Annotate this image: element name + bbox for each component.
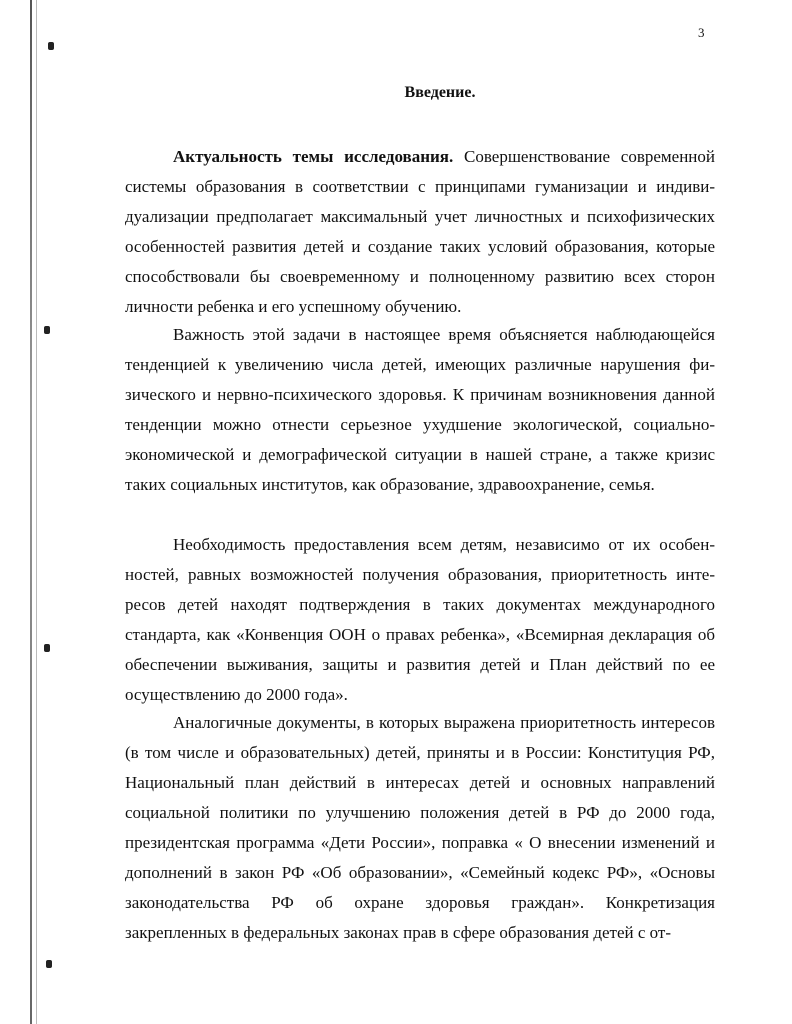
scan-edge-line — [30, 0, 32, 1024]
section-heading: Введение. — [404, 84, 476, 101]
scan-hole-mark — [44, 326, 50, 334]
paragraph-text: Совершенствование современной системы образования в соответствии с принципами гуманизации и индивидуализации предполагает максимальный учет личностных и психофизических особенностей развития детей и создание таких условий образования, которые способствовали бы своевременному и полноценному развитию всех сторон личности ребенка и его успешному обучению. — [125, 147, 716, 316]
paragraph-lead-bold: Актуальность темы исследования. — [173, 147, 454, 166]
paragraph-relevance — [125, 142, 715, 322]
paragraph-importance: Важность этой задачи в настоящее время объясняется наблюдающейся тенденцией к увеличению числа детей, имеющих различные нарушения физического и нервно-психического здоровья. К причинам возникновения данной тенденции можно отнести серьезное ухудшение экологической, социально-экономической и демографической ситуации в нашей стране, а также кризис таких социальных институтов, как образование, здравоохранение, семья. — [125, 325, 715, 494]
scan-hole-mark — [44, 644, 50, 652]
paragraph-necessity: Необходимость предоставления всем детям, независимо от их особенностей, равных возможностей получения образования, приоритетность интересов детей находят подтверждения в таких документах международного стандарта, как «Конвенция ООН о правах ребенка», «Всемирная декларация об обеспечении выживания, защиты и развития детей и План действий по ее осуществлению до 2000 года». — [125, 535, 715, 704]
paragraph-documents: Аналогичные документы, в которых выражена приоритетность интересов (в том числе и образовательных) детей, приняты и в России: Конституция РФ, Национальный план действий в интересах детей и основных направлений социальной политики по улучшению положения детей в РФ до 2000 года, президентская программа «Дети России», поправка « О внесении изменений и дополнений в закон РФ «Об образовании», «Семейный кодекс РФ», «Основы законодательства РФ об охране здоровья граждан». Конкретизация закрепленных в федеральных законах прав в сфере образования детей с от- — [125, 713, 715, 942]
scan-hole-mark — [48, 42, 54, 50]
page-number: 3 — [698, 25, 705, 40]
scan-edge-line-secondary — [36, 0, 37, 1024]
scan-hole-mark — [46, 960, 52, 968]
